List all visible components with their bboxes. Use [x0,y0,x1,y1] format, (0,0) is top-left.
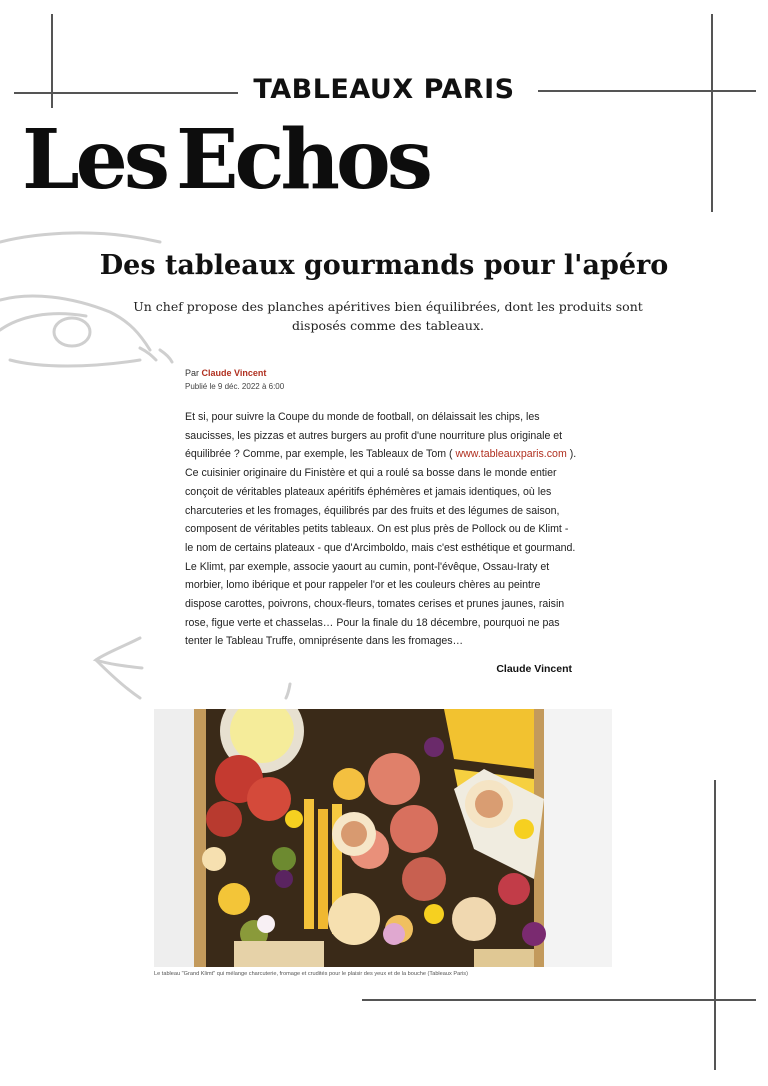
platter-photo [154,709,612,967]
byline-prefix: Par [185,368,200,378]
byline [185,368,266,378]
article-headline: Des tableaux gourmands pour l'apéro [99,250,669,281]
body-text-part-2: ). Ce cuisinier originaire du Finistère et qui a roulé sa bosse dans le monde entier conçoit de véritables plateaux apéritifs éphémères et jamais identiques, où les charcuteries et les fromages, équilibrés par des fruits et des légumes de saison, composent de véritables petits tableaux. On est plus près de Pollock ou de Klimt - le nom de certains plateaux - que d'Arcimboldo, mais c'est esthétique et gourmand. Le Klimt, par exemple, associe yaourt au cumin, pont-l'évêque, Ossau-Iraty et morbier, lomo ibérique et pour rappeler l'or et les couleurs chères au peintre dispose carottes, poivrons, choux-fleurs, tomates cerises et prunes jaunes, raisin rose, figue verte et chasselas… Pour la finale du 18 décembre, pourquoi ne pas tenter le Tableau Truffe, omniprésente dans les fromages… [185,448,577,648]
body-text-part-1: Et si, pour suivre la Coupe du monde de football, on délaissait les chips, les saucisses, les pizzas et autres burgers au profit d'une nourriture plus originale et équilibrée ? Comme, par exemple, les Tableaux de Tom ( [185,411,563,461]
photo-caption: Le tableau "Grand Klimt" qui mélange charcuterie, fromage et crudités pour le plaisir des yeux et de la bouche (Tableaux Paris) [154,971,468,977]
signature: Claude Vincent [496,663,572,675]
article-body [185,408,577,651]
masthead-word-les: Les [22,112,166,208]
masthead-word-echos: Echos [176,112,429,208]
publication-date: Publié le 9 déc. 2022 à 6:00 [185,382,285,391]
masthead-logo [22,112,429,208]
website-link[interactable]: www.tableauxparis.com [455,448,567,461]
author-link[interactable]: Claude Vincent [201,368,267,378]
brand-title: TABLEAUX PARIS [253,74,515,105]
article-dek: Un chef propose des planches apéritives bien équilibrées, dont les produits sont disposés comme des tableaux. [133,299,643,333]
